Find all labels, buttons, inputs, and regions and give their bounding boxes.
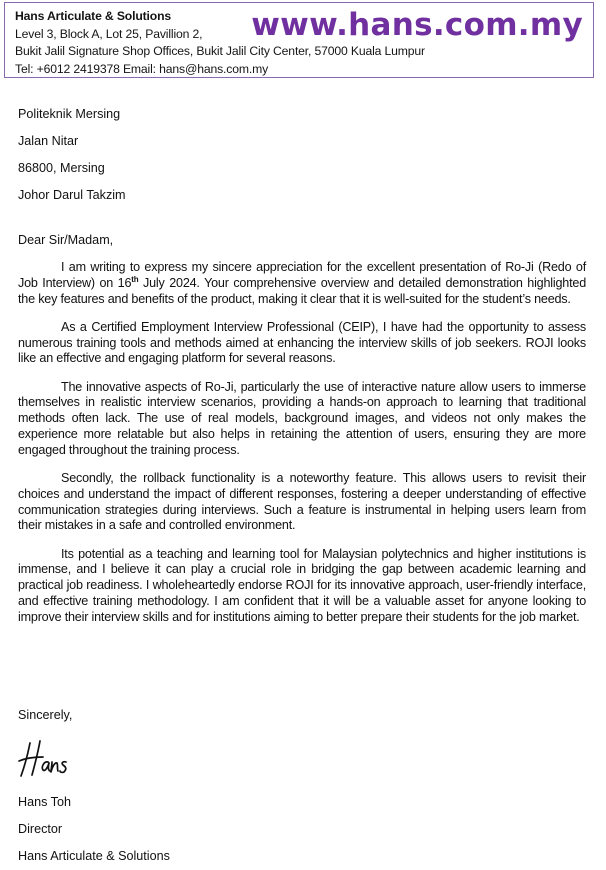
handwritten-signature-icon: [17, 739, 75, 779]
body-paragraph-1: I am writing to express my sincere appreciation for the excellent presentation of Ro-Ji (Redo of Job Interview) on 16th July 2024. Your comprehensive overview and detailed demonstration highlighted the key features and benefits of the product, making it clear that it is well-suited for the student’s needs.: [18, 260, 587, 306]
signer-block: [18, 789, 170, 870]
salutation: Dear Sir/Madam,: [18, 233, 114, 247]
signer-name: Hans Toh: [18, 795, 71, 809]
recipient-line: Politeknik Mersing: [18, 107, 121, 121]
body-paragraph-3: The innovative aspects of Ro-Ji, particularly the use of interactive nature allow users to immerse themselves in realistic interview scenarios, providing a hands-on approach to learning that traditional methods often lack. The use of real models, background images, and videos not only makes the experience more relatable but also helps in retaining the attention of users, ensuring they are more engaged throughout the training process.: [18, 379, 586, 457]
recipient-line: Johor Darul Takzim: [18, 188, 126, 202]
letterhead: [4, 2, 594, 78]
signer-title: Director: [18, 822, 63, 836]
company-name: Hans Articulate & Solutions: [15, 9, 171, 23]
recipient-line: 86800, Mersing: [18, 161, 105, 175]
website-url[interactable]: www.hans.com.my: [251, 7, 583, 43]
ordinal-suffix: th: [131, 274, 139, 284]
recipient-line: Jalan Nitar: [18, 134, 79, 148]
body-paragraph-2: As a Certified Employment Interview Professional (CEIP), I have had the opportunity to assess numerous training tools and methods aimed at enhancing the interview skills of job seekers. ROJI looks like an effective and engaging platform for several reasons.: [18, 319, 586, 366]
signer-organization: Hans Articulate & Solutions: [18, 849, 170, 863]
closing: Sincerely,: [18, 708, 73, 722]
letter-body: [18, 260, 586, 638]
body-paragraph-4: Secondly, the rollback functionality is a noteworthy feature. This allows users to revisit their choices and understand the impact of different responses, fostering a deeper understanding of effective communication strategies during interviews. Such a feature is instrumental in helping users learn from their mistakes in a safe and controlled environment.: [18, 470, 586, 533]
address-line-1: Level 3, Block A, Lot 25, Pavillion 2,: [15, 26, 203, 41]
contact-line: Tel: +6012 2419378 Email: hans@hans.com.my: [15, 61, 269, 76]
recipient-address: [18, 101, 126, 209]
address-line-2: Bukit Jalil Signature Shop Offices, Bukit Jalil City Center, 57000 Kuala Lumpur: [15, 44, 425, 58]
body-paragraph-5: Its potential as a teaching and learning tool for Malaysian polytechnics and higher institutions is immense, and I believe it can play a crucial role in bridging the gap between academic learning and practical job readiness. I wholeheartedly endorse ROJI for its innovative approach, user-friendly interface, and effective training methodology. I am confident that it will be a valuable asset for anyone looking to improve their interview skills and for institutions aiming to better prepare their students for the job market.: [18, 546, 586, 624]
